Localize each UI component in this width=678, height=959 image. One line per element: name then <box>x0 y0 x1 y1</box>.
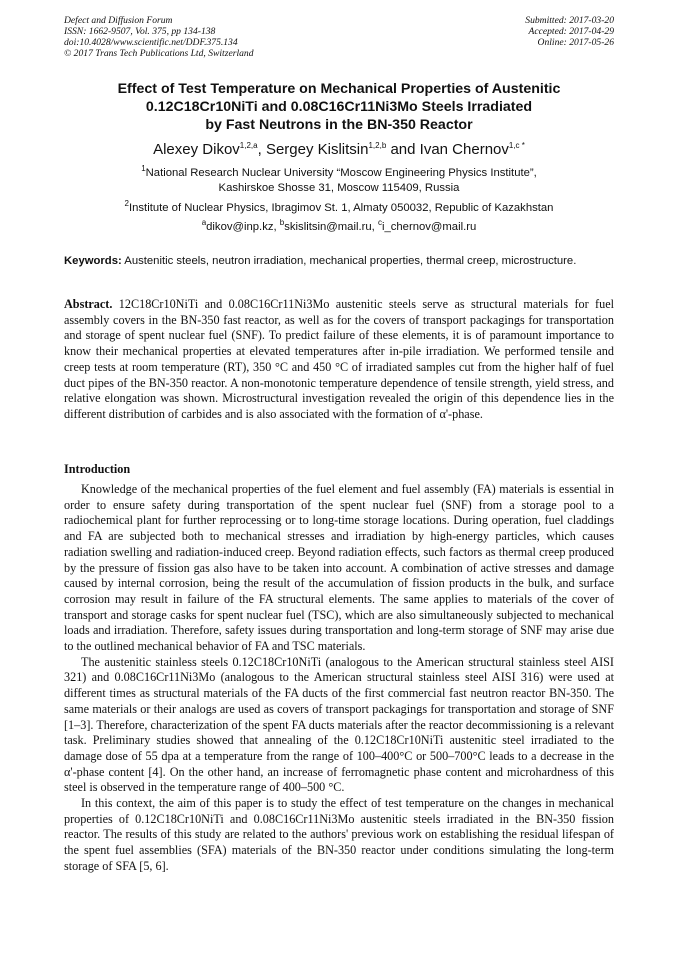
journal-name: Defect and Diffusion Forum <box>64 15 173 26</box>
publication-dates <box>525 15 614 48</box>
keywords-label: Keywords: <box>64 255 122 267</box>
author-sup: 1,2,a <box>239 141 258 150</box>
affiliation-sup: 2 <box>124 199 129 209</box>
email-link[interactable]: skislitsin@mail.ru, <box>284 221 378 233</box>
abstract <box>64 297 614 423</box>
journal-copyright: © 2017 Trans Tech Publications Ltd, Switzerland <box>64 48 254 59</box>
introduction-body <box>64 482 614 875</box>
author-sup: 1,c * <box>508 141 525 150</box>
paragraph: The austenitic stainless steels 0.12C18Cr10NiTi (analogous to the American structural stainless steel AISI 321) and 0.08C16Cr11Ni3Mo (analogous to the American structural stainless steel AISI 316) were used at different times as structural materials of the FA ducts of the first commercial fast neutron reactor BN-350. The same materials or their analogs are used as covers of transport packagings for transportation and storage of SNF [1–3]. Therefore, characterization of the spent FA ducts materials after the reactor decommissioning is a relevant task. Preliminary studies showed that annealing of the 0.12C18Cr10NiTi austenitic steel irradiated to the damage dose of 55 dpa at a temperature from the range of 100–400°C or 500–700°C leads to a decrease in the α'-phase content [4]. On the other hand, an increase of ferromagnetic phase content and microhardness of this steel is observed in the temperature range of 400–500 °C. <box>64 654 614 795</box>
author-list <box>40 140 638 159</box>
email-link[interactable]: i_chernov@mail.ru <box>381 221 477 233</box>
affiliation-text: Institute of Nuclear Physics, Ibragimov St. 1, Almaty 050032, Republic of Kazakhstan <box>128 202 554 214</box>
affiliation-text: National Research Nuclear University “Moscow Engineering Physics Institute”, <box>145 167 537 179</box>
affiliation-2 <box>40 201 638 216</box>
journal-issn: ISSN: 1662-9507, Vol. 375, pp 134-138 <box>64 26 216 37</box>
online-date: Online: 2017-05-26 <box>537 37 614 48</box>
affiliation-1-address <box>40 181 638 196</box>
title-line: by Fast Neutrons in the BN-350 Reactor <box>205 117 473 133</box>
section-heading: Introduction <box>64 462 131 476</box>
email-sup: c <box>377 218 382 228</box>
title-line: 0.12C18Cr10NiTi and 0.08C16Cr11Ni3Mo Steels Irradiated <box>145 99 533 115</box>
affiliation-text: Kashirskoe Shosse 31, Moscow 115409, Russia <box>218 182 460 194</box>
affiliation-1 <box>40 166 638 181</box>
paper-title <box>40 80 638 134</box>
paragraph: In this context, the aim of this paper is to study the effect of test temperature on the changes in mechanical properties of 0.12C18Cr10NiTi and 0.08C16Cr11Ni3Mo austenitic steels irradiated in the BN-350 fission reactor. The results of this study are related to the authors' previous work on establishing the residual lifespan of the spent fuel assemblies (SFA) materials of the BN-350 reactor under conditions simulating the long-term storage of SFA [5, 6]. <box>64 796 614 873</box>
author-name: Alexey Dikov <box>153 141 240 158</box>
keywords <box>64 254 614 269</box>
email-sup: a <box>201 218 207 228</box>
abstract-label: Abstract. <box>64 297 113 311</box>
email-list <box>40 220 638 235</box>
author-name: Ivan Chernov <box>419 141 509 158</box>
author-name: Sergey Kislitsin <box>265 141 369 158</box>
author-sup: 1,2,b <box>368 141 387 150</box>
submitted-date: Submitted: 2017-03-20 <box>525 15 614 26</box>
accepted-date: Accepted: 2017-04-29 <box>528 26 614 37</box>
journal-doi[interactable]: doi:10.4028/www.scientific.net/DDF.375.134 <box>64 37 238 48</box>
paragraph: Knowledge of the mechanical properties of the fuel element and fuel assembly (FA) materials is essential in order to ensure safety during transportation of the spent nuclear fuel (SNF) from a storage pool to a radiochemical plant for further reprocessing or to long-time storage locations. During operation, fuel claddings and FA are subjected both to mechanical stresses and irradiation by high-energy particles, which causes radiation swelling and radiation-induced creep. Beyond radiation effects, such factors as thermal creep produced by the pressure of fission gas also have to be taken into account. A combination of active stresses and damage caused by internal corrosion, being the result of the accumulation of fission products in the bulk, and surface corrosion may result in failure of the FA structural elements. The same applies to materials of the cover of transport and storage casks for spent nuclear fuel (TSC), which are also simultaneously subjected to mechanical loads and irradiation. Therefore, safety issues during transportation and long-term storage of SNF may arise due to the outlined mechanical behavior of FA and TSC materials. <box>64 482 614 654</box>
abstract-text: 12C18Cr10NiTi and 0.08C16Cr11Ni3Mo austenitic steels serve as structural materials for fuel assembly covers in the BN-350 fast reactor, as well as for the covers of transport packagings for transportation and storage of spent nuclear fuel (SNF). To predict failure of these elements, it is of paramount importance to know their mechanical properties at elevated temperatures after in-pile irradiation. We performed tensile and creep tests at room temperature (RT), 350 °C and 450 °C of irradiated samples cut from the higher half of fuel duct pipes of the BN-350 reactor. A non-monotonic temperature dependence of tensile strength, yield stress, and relative elongation was shown. Microstructural investigation revealed the origin of this dependence lies in the different distribution of carbides and is also associated with the formation of α'-phase. <box>64 297 614 421</box>
keywords-text: Austenitic steels, neutron irradiation, mechanical properties, thermal creep, microstructure. <box>121 255 577 267</box>
journal-info <box>64 15 254 59</box>
author-separator: and <box>386 141 420 158</box>
email-sup: b <box>279 218 285 228</box>
title-line: Effect of Test Temperature on Mechanical Properties of Austenitic <box>117 81 561 97</box>
email-link[interactable]: dikov@inp.kz, <box>206 221 280 233</box>
author-separator: , <box>257 141 266 158</box>
affiliation-sup: 1 <box>141 164 146 174</box>
